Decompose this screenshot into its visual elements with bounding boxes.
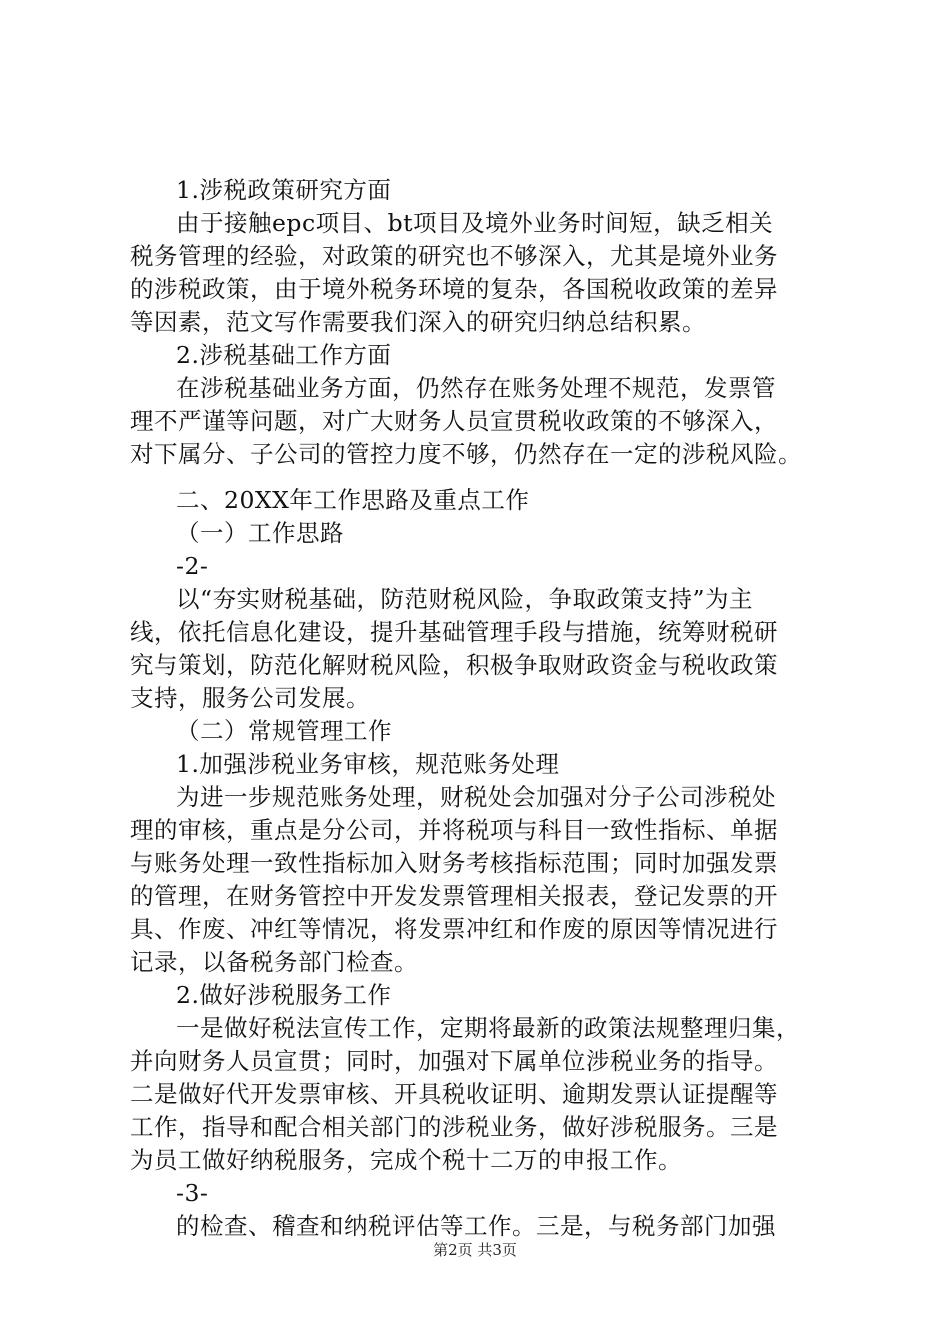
page-marker: -2- — [176, 552, 209, 580]
paragraph-line: 在涉税基础业务方面，仍然存在账务处理不规范，发票管 — [176, 374, 776, 402]
paragraph-line: 与账务处理一致性指标加入财务考核指标范围；同时加强发票 — [130, 849, 778, 877]
paragraph-line: 一是做好税法宣传工作，定期将最新的政策法规整理归集， — [176, 1014, 800, 1042]
section-heading: （一）工作思路 — [176, 519, 344, 547]
section-heading: 2.涉税基础工作方面 — [176, 341, 392, 369]
paragraph-line: 以“夯实财税基础，防范财税风险，争取政策支持”为主 — [176, 585, 754, 613]
subsection-heading: 1.加强涉税业务审核，规范账务处理 — [176, 750, 560, 778]
paragraph-line: 的检查、稽查和纳税评估等工作。三是，与税务部门加强 — [176, 1212, 776, 1240]
chapter-heading: 二、20XX年工作思路及重点工作 — [176, 486, 530, 514]
paragraph-line: 等因素，范文写作需要我们深入的研究归纳总结积累。 — [130, 308, 706, 336]
section-heading: （二）常规管理工作 — [176, 717, 392, 745]
paragraph-line: 究与策划，防范化解财税风险，积极争取财政资金与税收政策 — [130, 651, 778, 679]
paragraph-line: 具、作废、冲红等情况，将发票冲红和作废的原因等情况进行 — [130, 915, 778, 943]
paragraph-line: 为员工做好纳税服务，完成个税十二万的申报工作。 — [130, 1146, 682, 1174]
page-footer: 第2页 共3页 — [433, 1241, 517, 1259]
paragraph-line: 线，依托信息化建设，提升基础管理手段与措施，统筹财税研 — [130, 618, 778, 646]
paragraph-line: 理的审核，重点是分公司，并将税项与科目一致性指标、单据 — [130, 816, 778, 844]
paragraph-line: 理不严谨等问题，对广大财务人员宣贯税收政策的不够深入， — [130, 407, 778, 435]
paragraph-line: 二是做好代开发票审核、开具税收证明、逾期发票认证提醒等 — [130, 1080, 778, 1108]
section-heading: 1.涉税政策研究方面 — [176, 176, 392, 204]
paragraph-line: 的涉税政策，由于境外税务环境的复杂，各国税收政策的差异 — [130, 275, 778, 303]
page-marker: -3- — [176, 1179, 209, 1207]
paragraph-line: 的管理，在财务管控中开发发票管理相关报表，登记发票的开 — [130, 882, 778, 910]
subsection-heading: 2.做好涉税服务工作 — [176, 981, 392, 1009]
paragraph-line: 为进一步规范账务处理，财税处会加强对分子公司涉税处 — [176, 783, 776, 811]
paragraph-line: 并向财务人员宣贯；同时，加强对下属单位涉税业务的指导。 — [130, 1047, 778, 1075]
paragraph-line: 工作，指导和配合相关部门的涉税业务，做好涉税服务。三是 — [130, 1113, 778, 1141]
paragraph-line: 税务管理的经验，对政策的研究也不够深入，尤其是境外业务 — [130, 242, 778, 270]
paragraph-line: 由于接触epc项目、bt项目及境外业务时间短，缺乏相关 — [176, 209, 774, 237]
paragraph-line: 支持，服务公司发展。 — [130, 684, 370, 712]
paragraph-line: 记录，以备税务部门检查。 — [130, 948, 418, 976]
paragraph-line: 对下属分、子公司的管控力度不够，仍然存在一定的涉税风险。 — [130, 440, 802, 468]
